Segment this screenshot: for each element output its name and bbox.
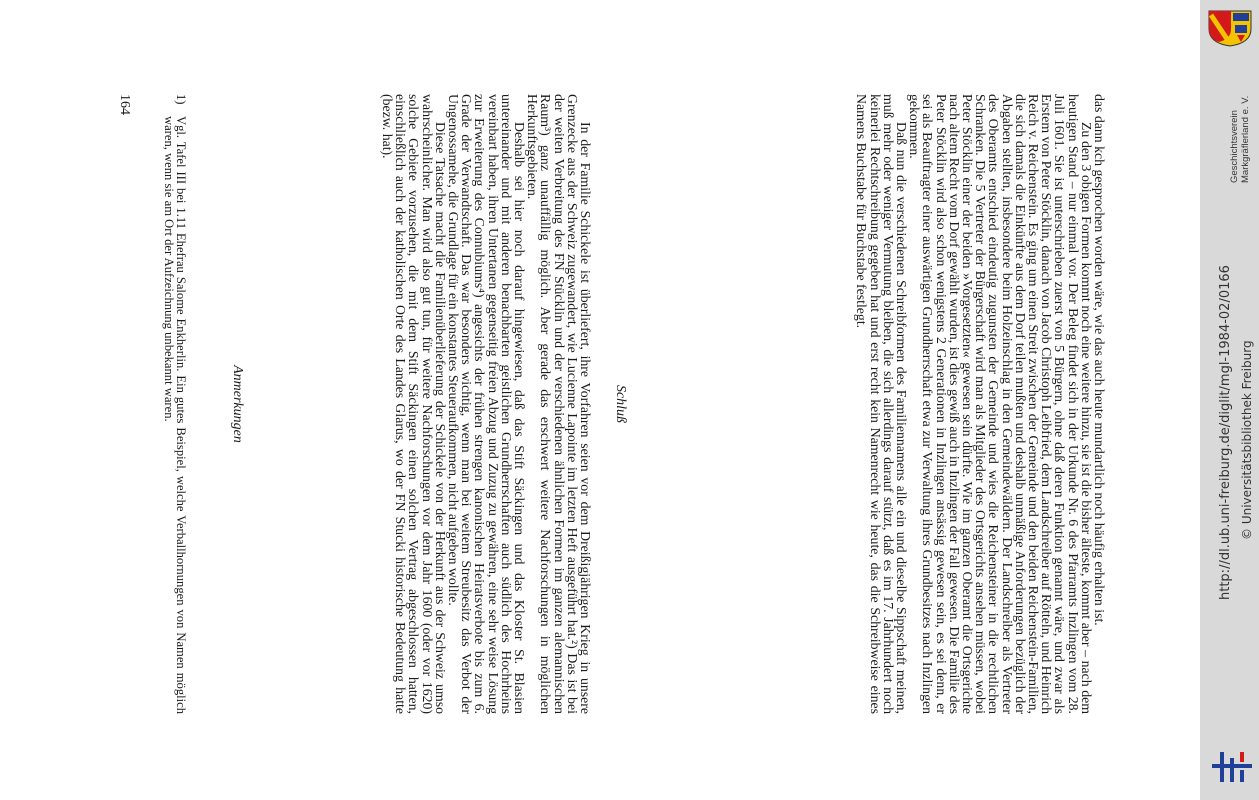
footnote	[162, 94, 187, 714]
section-heading: Schluß	[613, 384, 628, 424]
body-text-lower	[381, 94, 592, 714]
footnote-number: 1)	[174, 94, 188, 105]
university-library-logo-icon	[1210, 750, 1254, 784]
body-text-upper	[855, 94, 1106, 714]
page-number: 164	[117, 94, 132, 115]
notes-heading: Anmerkungen	[230, 365, 245, 443]
footnote-text: Vgl. Tafel III bei 1.11 Ehefrau Salome Enkherlin. Ein gutes Beispiel, welche Verballhornungen von Namen möglich waren, wenn sie am Ort der Aufzeichnung unbekannt waren.	[161, 116, 188, 714]
paragraph-6: Diese Tatsache macht die Familienüberlieferung der Schickele von der Herkunft aus der Schweiz umso wahrscheinlicher. Man wird also gut tun, für weitere Nachforschungen vor dem Jahr 1600 (oder vor 1620) solche Gebiete vorzusehen, die mit dem Stift Säckingen einen solchen Vertrag abgeschlossen hatten, einschließlich auch der katholischen Orte des Landes Glarus, wo der FN Stucki historische Bedeutung hatte (bezw. hat).	[379, 94, 448, 714]
society-coat-of-arms-icon	[1207, 9, 1253, 47]
copyright-text: © Universitätsbibliothek Freiburg	[1240, 340, 1254, 540]
paragraph-1: das dann kch gesprochen worden wäre, wie das auch heute mundartlich noch häufig erhalten ist.	[1092, 94, 1107, 626]
paragraph-3: Daß nun die verschiedenen Schreibformen des Familiennamens alle ein und dieselbe Sippschaft meinen, muß mehr oder weniger Vermutung bleiben, die sich allerdings darauf stützt, daß es im 17. Jahrhundert noch keinerlei Rechtschreibung gegeben hat und erst recht kein Namenrecht wie heute, das die Schreibweise eines Namens Buchstabe für Buchstabe festlegt.	[854, 94, 909, 714]
paragraph-5: Deshalb sei hier noch darauf hingewiesen, daß das Stift Säckingen und das Kloster St. Blasien untereinander und mit anderen benachbarten geistlichen Grundherrschaften auch südlich des Hochrheins vereinbart haben, ihren Untertanen gegenseitig freien Abzug und Zuzug zu gewähren, eine sehr weise Lösung zur Erweiterung des Connubiums⁴) angesichts der frühen strengen kanonischen Heiratsverbote bis zum 6. Grade der Verwandtschaft. Das war besonders wichtig, wenn man bei weitem Streubesitz das Verbot der Ungenossamehe, die Grundlage für ein konstantes Steueraufkommen, nicht aufgeben wollte.	[445, 94, 527, 714]
paragraph-4: In der Familie Schickele ist überliefert, ihre Vorfahren seien vor dem Dreißigjährigen Krieg in unsere Grenzecke aus der Schweiz zugewandert, wie Lucienne Lapointe im letzten Heft ausgeführt hat.²) Das ist bei der weiten Verbreitung des FN Stücklin und der verschiedenen ähnlichen Formen im ganzen alemannischen Raum³) ganz unauffällig möglich. Aber gerade das erschwert weitere Nachforschungen in möglichen Herkunftsgebieten.	[525, 94, 593, 714]
paragraph-2: Zu den 3 obigen Formen kommt noch eine weitere hinzu, sie ist die bisher älteste, kommt aber – nach dem heutigen Stand – nur einmal vor. Der Beleg findet sich in der Urkunde Nr. 6 des Pfarramts Inzlingen vom 28. Juli 1601. Sie ist unterschrieben zuerst von 5 Bürgern, ohne daß deren Funktion genannt wäre, und zwar als Erstem von Peter Stöcklin, danach von Jacob Christoph Leibfried, dem Landschreiber auf Rötteln, und Heinrich Reich v. Reichenstein. Es ging um einen Streit zwischen der Gemeinde und den beiden Reichenstein-Familien, die sich damals die Einkünfte aus dem Dorf teilen mußten und deshalb unmäßige Anforderungen bezüglich der Abgaben stellten, insbesondere beim Holzeinschlag in den Gemeindewäldern. Der Landschreiber als Vertreter des Oberamts entschied eindeutig zugunsten der Gemeinde und wies die Reichensteiner in die rechtlichen Schranken. Die 5 Vertreter der Bürgerschaft wird man als Mitglieder des Ortsgerichts ansehen müssen, wobei Peter Stöcklin einer der beiden »Vorgesetzten« gewesen sein dürfte. Wie im ganzen Oberamt die Ortsgerichte nach altem Recht vom Dorf gewählt wurden, ist dies gewiß auch in Inzlingen der Fall gewesen. Die Familie des Peter Stöcklin wird also schon wenigstens 2 Generationen in Inzlingen ansässig gewesen sein, es sei denn, er sei als Beauftragter einer auswärtigen Grundherrschaft etwa zur Verwaltung ihres Grundbesitzes nach Inzlingen gekommen.	[907, 94, 1094, 714]
document-url-text[interactable]: http://dl.ub.uni-freiburg.de/diglit/mgl-1984-02/0166	[1218, 265, 1233, 600]
